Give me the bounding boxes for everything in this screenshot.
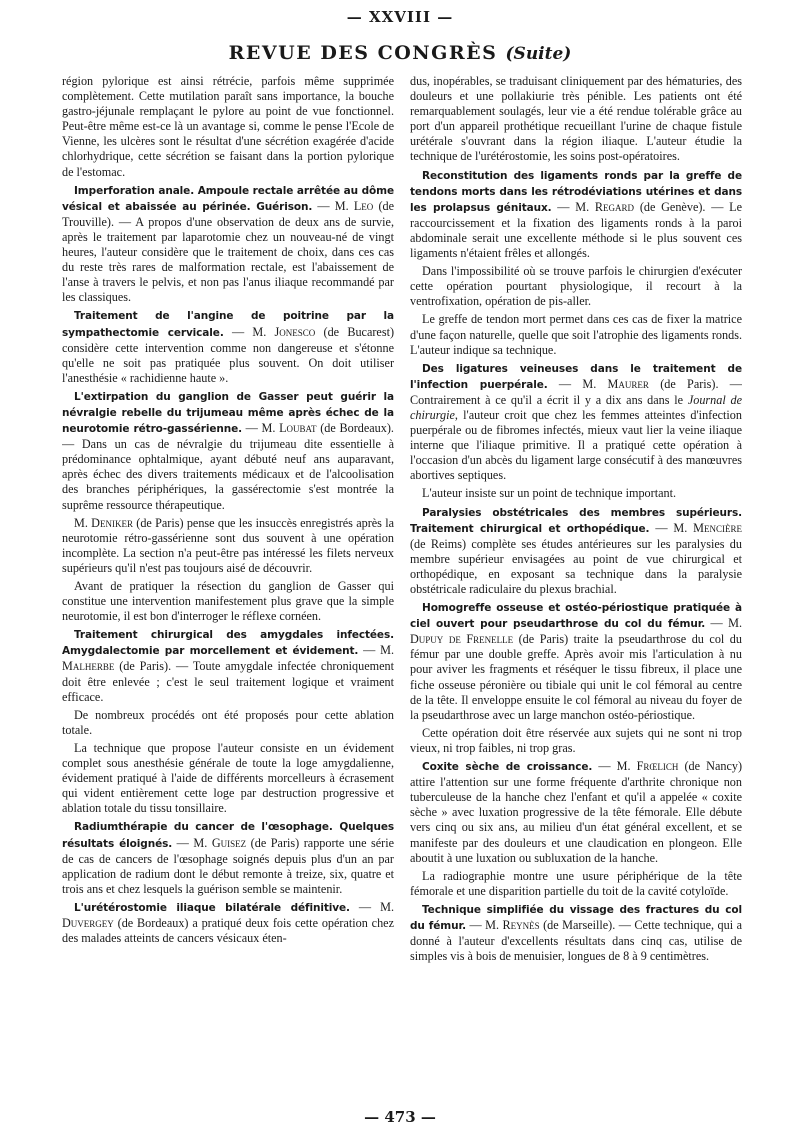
abstract-body: (de Bucarest) considère cette intervention comme non dangereuse et s'étonne qu'elle ne soit pas pratiquée plus souvent. On doit utiliser l'anesthésie « rachidienne haute ». — [62, 324, 394, 385]
paragraph-body: (de Paris) pense que les insuccès enregistrés après la neurotomie rétro-gassérienne sont dus souvent à une opération incomplète. La section n'a peut-être pas intéressé les filets nerveux supérieurs qu'il n'est pas toujours aisé de découvrir. — [62, 515, 394, 575]
abstract: Traitement chirurgical des amygdales infectées. Amygdalectomie par morcellement et évidement. — M. Malherbe (de Paris). — Toute amygdale infectée chroniquement doit être enlevée ; c'est le seul traitement logique et vraiment efficace. — [62, 629, 394, 704]
author-name: M. Dupuy de Frenelle — [410, 616, 742, 647]
abstract: L'extirpation du ganglion de Gasser peut guérir la névralgie rebelle du trijumeau même après échec de la neurotomie rétro-gassérienne. — M. Loubat (de Bordeaux). — Dans un cas de névralgie du trijumeau dite essentielle à prédominance ophtalmique, ayant débuté neuf ans auparavant, après échec des divers traitements médicaux et de l'alcoolisation des branches périphériques, la gassérectomie s'est montrée la suprême ressource thérapeutique. — [62, 390, 394, 512]
abstract-body: (de Paris) traite la pseudarthrose du col du fémur par une double greffe. Après avoir mis l'articulation à nu pour aviver les fragments et réséquer le tissu fibreux, il place une fiche osseuse péronière ou tibiale qui unit le col fémoral au centre de la tête. Il enveloppe ensuite le col fémoral au niveau du foyer de la pseudarthrose avec un large manchon ostéo-périostique. — [410, 632, 742, 722]
paragraph: Cette opération doit être réservée aux sujets qui ne sont ni trop vieux, ni trop faibles, ni trop gras. — [410, 725, 742, 755]
paragraph: Avant de pratiquer la résection du ganglion de Gasser qui constitue une intervention manifestement plus grave que la simple neurotomie, il est bon d'interroger le réflexe cornéen. — [62, 579, 394, 624]
abstract: Paralysies obstétricales des membres supérieurs. Traitement chirurgical et orthopédique. — M. Mencière (de Reims) complète ses études antérieures sur les paralysies du membre supérieur envisagées au point de vue chirurgical et orthopédique, en exposant sa technique dans la paralysie obstétricale radiculaire du plexus brachial. — [410, 506, 742, 596]
author-name: M. Malherbe — [62, 643, 394, 674]
article-columns — [62, 74, 742, 1114]
header-suite: (Suite) — [505, 44, 572, 64]
author-name: M. Reynès — [485, 917, 540, 932]
page-header — [0, 42, 800, 64]
paragraph: dus, inopérables, se traduisant cliniquement par des hématuries, des douleurs et une pollakiurie très pénible. Les patients ont été remarquablement soulagés, leur vie a été rendue tolérable grâce au port d'un appareil prothétique recueillant l'urine de chaque fistule urétérale s'ouvrant dans la région iliaque. L'auteur étudie la technique de l'urétérostomie, les soins post-opératoires. — [410, 74, 742, 164]
author-name: M. Duvergey — [62, 899, 394, 930]
abstract-title: L'urétérostomie iliaque bilatérale définitive. — [74, 901, 350, 914]
page-roman-numeral: — XXVIII — — [346, 8, 454, 26]
abstract-body: (de Paris). — Toute amygdale infectée chroniquement doit être enlevée ; c'est le seul traitement logique et vraiment efficace. — [62, 659, 394, 704]
author-name: M. Regard — [575, 199, 635, 214]
paragraph — [62, 516, 394, 576]
abstract-title: Paralysies obstétricales des membres supérieurs. Traitement chirurgical et orthopédique. — [410, 506, 742, 535]
abstract-title: Technique simplifiée du vissage des fractures du col du fémur. — [410, 903, 742, 932]
author-name: M. Mencière — [673, 520, 742, 535]
paragraph: région pylorique est ainsi rétrécie, parfois même supprimée complètement. Cette mutilation paraît sans importance, la bouche gastro-jéjunale remplaçant le pylore au point de vue fonctionnel. Peut-être même est-ce là un avantage si, comme le pense l'Ecole de Vienne, les ulcères sont le résultat d'une sécrétion exagérée d'acide chlorhydrique, cette sécrétion se faisant dans la portion pylorique de l'estomac. — [62, 74, 394, 179]
abstract-body: (de Genève). — Le raccourcissement et la fixation des ligaments ronds à la paroi abdominale serait une excellente méthode si le plus souvent ces ligaments n'étaient frêles et allongés. — [410, 199, 742, 261]
abstract: L'urétérostomie iliaque bilatérale définitive. — M. Duvergey (de Bordeaux) a pratiqué deux fois cette opération chez des malades atteints de cancers vésicaux éten- — [62, 899, 394, 946]
abstract-title: Coxite sèche de croissance. — [422, 761, 593, 774]
left-column — [62, 74, 394, 1114]
abstract-title: Radiumthérapie du cancer de l'œsophage. Quelques résultats éloignés. — [62, 821, 394, 850]
paragraph: La technique que propose l'auteur consiste en un évidement complet sous anesthésie générale de toute la loge amygdalienne, évidement pratiqué à l'aide de différents morcelleurs à écrasement qui vident entièrement cette loge par destruction progressive et ablation totale du tissu tonsillaire. — [62, 740, 394, 816]
abstract-body: (de Paris) rapporte une série de cas de cancers de l'œsophage soignés depuis plus d'un an par application de radium dont le début remonte à treize, six, quatre et trois ans et chez lesquels la guérison semble se maintenir. — [62, 835, 394, 896]
abstract-title: Traitement chirurgical des amygdales infectées. Amygdalectomie par morcellement et évidement. — [62, 629, 394, 658]
paragraph: La radiographie montre une usure périphérique de la tête fémorale et une disparition partielle du toit de la cavité cotyloïde. — [410, 868, 742, 898]
abstract: Des ligatures veineuses dans le traitement de l'infection puerpérale. — M. Maurer (de Paris). — Contrairement à ce qu'il a écrit il y a dix ans dans le Journal de chirurgie, l'auteur croit que chez les femmes atteintes d'infection puerpérale ou de fibromes infectés, mieux vaut lier la veine iliaque interne que l'iliaque primitive. Il a pratiqué cette opération à l'occasion d'un abcès du ligament large consécutif à des manœuvres abortives septiques. — [410, 362, 742, 483]
abstract-title: Homogreffe osseuse et ostéo-périostique pratiquée à ciel ouvert pour pseudarthrose du col du fémur. — [410, 602, 742, 631]
abstract-title: L'extirpation du ganglion de Gasser peut guérir la névralgie rebelle du trijumeau même après échec de la neurotomie rétro-gassérienne. — [62, 390, 394, 436]
abstract: Traitement de l'angine de poitrine par la sympathectomie cervicale. — M. Jonesco (de Bucarest) considère cette intervention comme non dangereuse et s'étonne qu'elle ne soit pas pratiquée plus souvent. On doit utiliser l'anesthésie « rachidienne haute ». — [62, 310, 394, 385]
author-name: M. Leo — [334, 198, 374, 213]
right-column — [410, 74, 742, 1114]
abstract-body: (de Marseille). — Cette technique, qui a donné à l'auteur d'excellents résultats dans cinq cas, utilise de simples vis à bois de menuisier, longues de 8 à 9 centimètres. — [410, 917, 742, 964]
author-name: M. Frœlich — [616, 759, 679, 774]
abstract: Technique simplifiée du vissage des fractures du col du fémur. — M. Reynès (de Marseille). — Cette technique, qui a donné à l'auteur d'excellents résultats dans cinq cas, utilise de simples vis à bois de menuisier, longues de 8 à 9 centimètres. — [410, 903, 742, 964]
journal-title: Journal de chirurgie — [410, 392, 742, 422]
abstract-body: (de Trouville). — A propos d'une observation de deux ans de survie, après le traitement par laparotomie chez un nouveau-né de vingt heures, l'auteur considère que le traitement de choix, dans ces cas du reste très rares de malformation rectale, est l'abaissement de l'anse à travers le pelvis, et non pas l'anus iliaque recommandé par les classiques. — [62, 198, 394, 305]
abstract-body: , l'auteur croit que chez les femmes atteintes d'infection puerpérale ou de fibromes infectés, mieux vaut lier la veine iliaque interne que l'iliaque primitive. Il a pratiqué cette opération à l'occasion d'un abcès du ligament large consécutif à des manœuvres abortives septiques. — [410, 407, 742, 483]
author-name: M. Jonesco — [252, 324, 316, 339]
paragraph: Le greffe de tendon mort permet dans ces cas de fixer la matrice d'une façon naturelle, quelle que soit l'atrophie des ligaments ronds. L'auteur indique sa technique. — [410, 312, 742, 357]
author-name: M. Deniker — [74, 515, 133, 530]
abstract-title: Imperforation anale. Ampoule rectale arrêtée au dôme vésical et abaissée au périnée. Guérison. — [62, 184, 394, 213]
abstract-body: (de Paris). — Contrairement à ce qu'il a écrit il y a dix ans dans le — [410, 376, 742, 407]
header-title: REVUE DES CONGRÈS — [228, 42, 498, 64]
author-name: M. Maurer — [582, 376, 649, 391]
abstract-title: Reconstitution des ligaments ronds par la greffe de tendons morts dans les rétrodéviations utérines et dans les prolapsus génitaux. — [410, 169, 742, 214]
paragraph: De nombreux procédés ont été proposés pour cette ablation totale. — [62, 707, 394, 737]
paragraph: L'auteur insiste sur un point de technique important. — [422, 486, 677, 501]
abstract-body: (de Reims) complète ses études antérieures sur les paralysies du membre supérieur envisagées au point de vue chirurgical et orthopédique, en exposant sa technique dans la paralysie obstétricale radiculaire du plexus brachial. — [410, 536, 742, 596]
abstract: Radiumthérapie du cancer de l'œsophage. Quelques résultats éloignés. — M. Guisez (de Paris) rapporte une série de cas de cancers de l'œsophage soignés depuis plus d'un an par application de radium dont le début remonte à treize, six, quatre et trois ans et chez lesquels la guérison semble se maintenir. — [62, 821, 394, 896]
abstract-title: Traitement de l'angine de poitrine par la sympathectomie cervicale. — [62, 310, 394, 339]
abstract-body: (de Nancy) attire l'attention sur une forme fréquente d'arthrite chronique non tuberculeuse de la hanche chez l'enfant et qu'il a appelée « coxite sèche » avec luxation progressive de la tête fémorale. Elle débute vers cinq ou six ans, au milieu d'un état général excellent, et se manifeste par des douleurs et une claudication en plongeon. Elle aboutit à une luxation ou subluxation de la hanche. — [410, 759, 742, 865]
paragraph: Dans l'impossibilité où se trouve parfois le chirurgien d'exécuter cette opération pourtant physiologique, il recourt à la ventrofixation, opération de pis-aller. — [410, 264, 742, 309]
author-name: M. Loubat — [261, 421, 317, 436]
page-number: — 473 — — [364, 1108, 436, 1126]
abstract: Coxite sèche de croissance. — M. Frœlich (de Nancy) attire l'attention sur une forme fréquente d'arthrite chronique non tuberculeuse de la hanche chez l'enfant et qu'il a appelée « coxite sèche » avec luxation progressive de la tête fémorale. Elle débute vers cinq ou six ans, au milieu d'un état général excellent, et se manifeste par des douleurs et une claudication en plongeon. Elle aboutit à une luxation ou subluxation de la hanche. — [410, 759, 742, 865]
abstract-body: (de Bordeaux) a pratiqué deux fois cette opération chez des malades atteints de cancers vésicaux éten- — [62, 915, 394, 946]
abstract-body: (de Bordeaux). — Dans un cas de névralgie du trijumeau dite essentielle à prédominance ophtalmique, ayant débuté neuf ans auparavant, après échec des divers traitements médicaux et de l'alcoolisation des branches périphériques, la gassérectomie s'est montrée la suprême ressource thérapeutique. — [62, 421, 394, 512]
abstract-title: Des ligatures veineuses dans le traitement de l'infection puerpérale. — [410, 362, 742, 391]
author-name: M. Guisez — [193, 835, 247, 850]
abstract: Imperforation anale. Ampoule rectale arrêtée au dôme vésical et abaissée au périnée. Guérison. — M. Leo (de Trouville). — A propos d'une observation de deux ans de survie, après le traitement par laparotomie chez un nouveau-né de vingt heures, l'auteur considère que le traitement de choix, dans ces cas du reste très rares de malformation rectale, est l'abaissement de l'anse à travers le pelvis, et non pas l'anus iliaque recommandé par les classiques. — [62, 184, 394, 305]
abstract: Homogreffe osseuse et ostéo-périostique pratiquée à ciel ouvert pour pseudarthrose du col du fémur. — M. Dupuy de Frenelle (de Paris) traite la pseudarthrose du col du fémur par une double greffe. Après avoir mis l'articulation à nu pour aviver les fragments et réséquer le tissu fibreux, il place une fiche osseuse péronière ou tibiale qui unit le col fémoral au centre de la tête. Il enveloppe ensuite le col fémoral au niveau du foyer de la pseudarthrose avec un large manchon ostéo-périostique. — [410, 602, 742, 722]
abstract: Reconstitution des ligaments ronds par la greffe de tendons morts dans les rétrodéviations utérines et dans les prolapsus génitaux. — M. Regard (de Genève). — Le raccourcissement et la fixation des ligaments ronds à la paroi abdominale serait une excellente méthode si le plus souvent ces ligaments n'étaient frêles et allongés. — [410, 169, 742, 261]
